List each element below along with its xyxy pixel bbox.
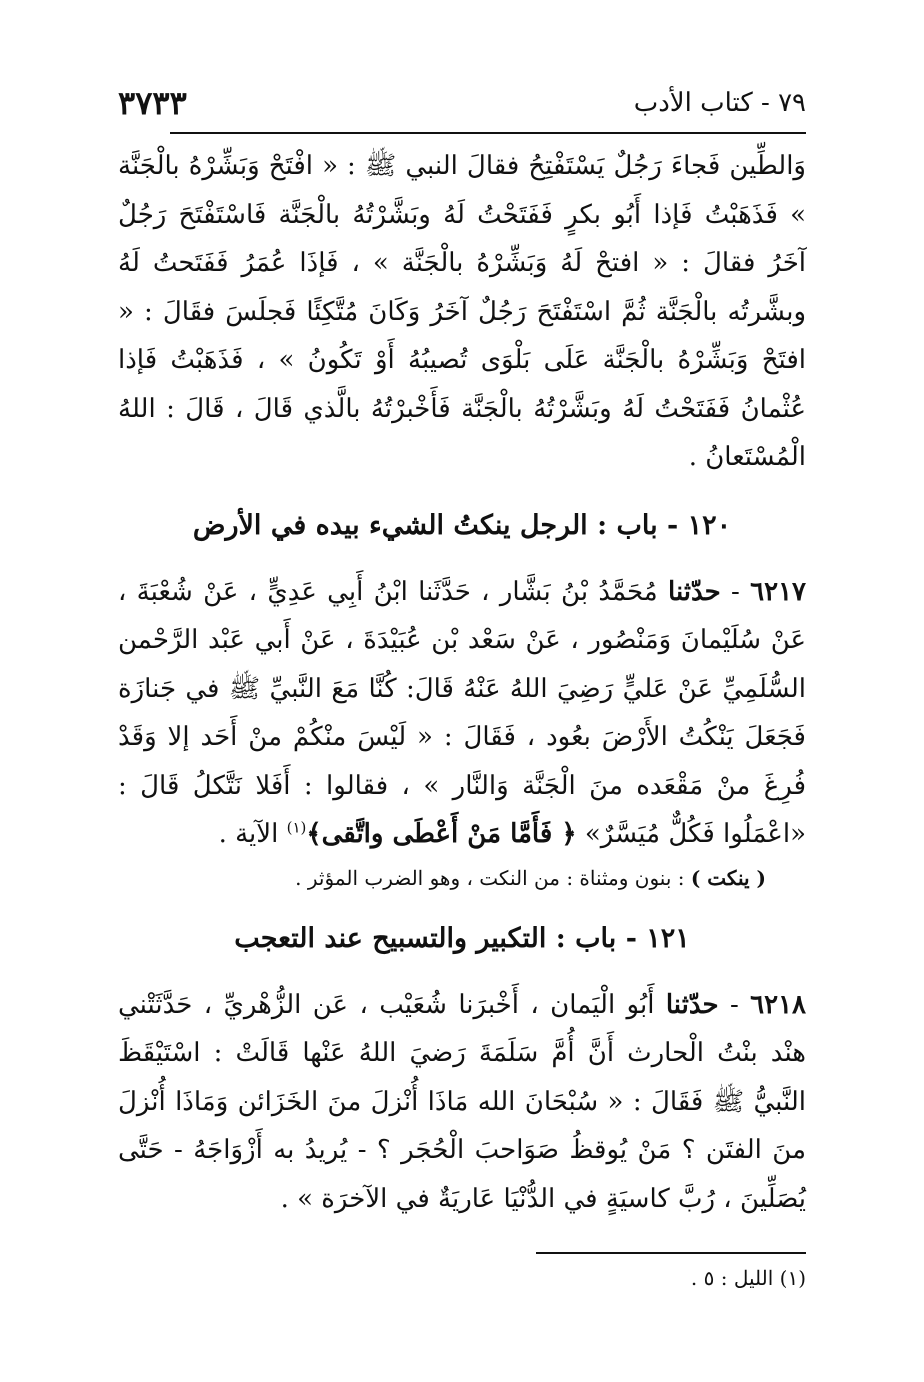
continuation-paragraph: وَالطِّين فَجاءَ رَجُلٌ يَسْتَفْتِحُ فقالَ النبي ﷺ : « افْتَحْ وَبَشِّرْهُ بالْجَنَّة » فَذَهَبْتُ فَإذا أَبُو بكرٍ فَفَتَحْتُ لَهُ وبَشَّرْتُهُ بالْجَنَّة فَاسْتَفْتَحَ رَجُلٌ آخَرُ فقالَ : « افتحْ لَهُ وَبَشِّرْهُ بالْجَنَّة » ، فَإذَا عُمَرُ فَفَتَحتُ لَهُ وبشَّرتُه بالْجَنَّة ثُمَّ اسْتَفْتَحَ رَجُلٌ آخَرُ وَكَانَ مُتَّكِئًا فَجلَسَ فقَالَ : « افتَحْ وَبَشِّرْهُ بالْجَنَّة عَلَى بَلْوَى تُصيبُهُ أَوْ تَكُونُ » ، فَذَهَبْتُ فَإذا عُثْمانُ فَفَتَحْتُ لَهُ وبَشَّرْتُهُ بالْجَنَّة فَأَخْبرْتُهُ بالَّذي قَالَ ، قَالَ : اللهُ الْمُسْتَعانُ .	[118, 151, 806, 472]
hadith-6218: ٦٢١٨ - حدّثنا أَبُو الْيَمان ، أَخْبرَنا شُعَيْب ، عَن الزُّهْريِّ ، حَدَّثَتْني هنْد بنْتُ الْحارث أَنَّ أُمَّ سَلَمَةَ رَضيَ اللهُ عَنْها قَالَتْ : اسْتَيْقَظَ النَّبيُّ ﷺ فَقَالَ : « سُبْحَانَ الله مَاذَا أُنْزلَ منَ الخَزَائن وَمَاذَا أُنْزلَ منَ الفتَن ؟ مَنْ يُوقظُ صَوَاحبَ الْحُجَر ؟ - يُريدُ به أَزْوَاجَهُ - حَتَّى يُصَلِّينَ ، رُبَّ كاسيَةٍ في الدُّنْيَا عَاريَةٌ في الآخرَة » .	[118, 989, 807, 1214]
page-header	[118, 84, 806, 128]
footnote: (١) الليل : ٥ .	[690, 1266, 806, 1290]
header-rule	[170, 132, 806, 134]
section-120-heading: ١٢٠ - باب : الرجل ينكتُ الشيء بيده في الأرض	[192, 509, 732, 541]
gloss-note	[118, 861, 806, 895]
page-number: ٣٧٣٣	[118, 84, 187, 122]
chapter-title: ٧٩ - كتاب الأدب	[633, 88, 806, 118]
hadith-text: أَبُو الْيَمان ، أَخْبرَنا شُعَيْب ، عَن الزُّهْريِّ ، حَدَّثَتْني هنْد بنْتُ الْحارث أَنَّ أُمَّ سَلَمَةَ رَضيَ اللهُ عَنْها قَالَتْ : اسْتَيْقَظَ النَّبيُّ ﷺ فَقَالَ : « سُبْحَانَ الله مَاذَا أُنْزلَ منَ الخَزَائن وَمَاذَا أُنْزلَ منَ الفتَن ؟ مَنْ يُوقظُ صَوَاحبَ الْحُجَر ؟ - يُريدُ به أَزْوَاجَهُ - حَتَّى يُصَلِّينَ ، رُبَّ كاسيَةٍ في الدُّنْيَا عَاريَةٌ في الآخرَة » .	[118, 989, 807, 1214]
hadith-text: مُحَمَّدُ بْنُ بَشَّار ، حَدَّثَنا ابْنُ أَبِي عَدِيٍّ ، عَنْ شُعْبَةَ ، عَنْ سُلَيْمانَ وَمَنْصُور ، عَنْ سَعْد بْن عُبَيْدَةَ ، عَنْ أَبي عَبْد الرَّحْمن السُّلَمِيِّ عَنْ عَليٍّ رَضِيَ اللهُ عَنْهُ قَالَ: كُنَّا مَعَ النَّبيِّ ﷺ في جَنازَة فَجَعَلَ يَنْكُتُ الأَرْضَ بعُود ، فَقَالَ : « لَيْسَ منْكُمْ منْ أَحَد إلا وَقَدْ فُرِغَ منْ مَقْعَده منَ الْجَنَّة وَالنَّار » ، فقالوا : أَفَلا نَتَّكلُ قَالَ : «اعْمَلُوا فَكُلٌّ مُيَسَّرٌ»	[118, 576, 806, 849]
quran-verse: ﴿ فَأَمَّا مَنْ أَعْطَى واتَّقى﴾	[306, 819, 577, 849]
hadith-opening: حدّثنا	[665, 989, 719, 1020]
footnote-rule	[536, 1252, 806, 1254]
hadith-opening: حدّثنا	[668, 576, 721, 607]
main-text	[118, 142, 806, 1223]
hadith-6217: ٦٢١٧ - حدّثنا مُحَمَّدُ بْنُ بَشَّار ، حَدَّثَنا ابْنُ أَبِي عَدِيٍّ ، عَنْ شُعْبَةَ ، عَنْ سُلَيْمانَ وَمَنْصُور ، عَنْ سَعْد بْن عُبَيْدَةَ ، عَنْ أَبي عَبْد الرَّحْمن السُّلَمِيِّ عَنْ عَليٍّ رَضِيَ اللهُ عَنْهُ قَالَ: كُنَّا مَعَ النَّبيِّ ﷺ في جَنازَة فَجَعَلَ يَنْكُتُ الأَرْضَ بعُود ، فَقَالَ : « لَيْسَ منْكُمْ منْ أَحَد إلا وَقَدْ فُرِغَ منْ مَقْعَده منَ الْجَنَّة وَالنَّار » ، فقالوا : أَفَلا نَتَّكلُ قَالَ : «اعْمَلُوا فَكُلٌّ مُيَسَّرٌ» ﴿ فَأَمَّا مَنْ أَعْطَى واتَّقى﴾$^{(١)}$ الآية .	[118, 576, 806, 849]
hadith-number: ٦٢١٨	[750, 989, 806, 1020]
footnote-reference: (١)	[286, 818, 307, 837]
hadith-text-end: الآية .	[218, 819, 287, 849]
gloss-word: ( ينكت )	[690, 865, 766, 890]
gloss-text: : بنون ومثناة : من النكت ، وهو الضرب المؤثر .	[295, 865, 691, 890]
hadith-number: ٦٢١٧	[750, 576, 806, 607]
section-121-heading: ١٢١ - باب : التكبير والتسبيح عند التعجب	[234, 922, 690, 954]
